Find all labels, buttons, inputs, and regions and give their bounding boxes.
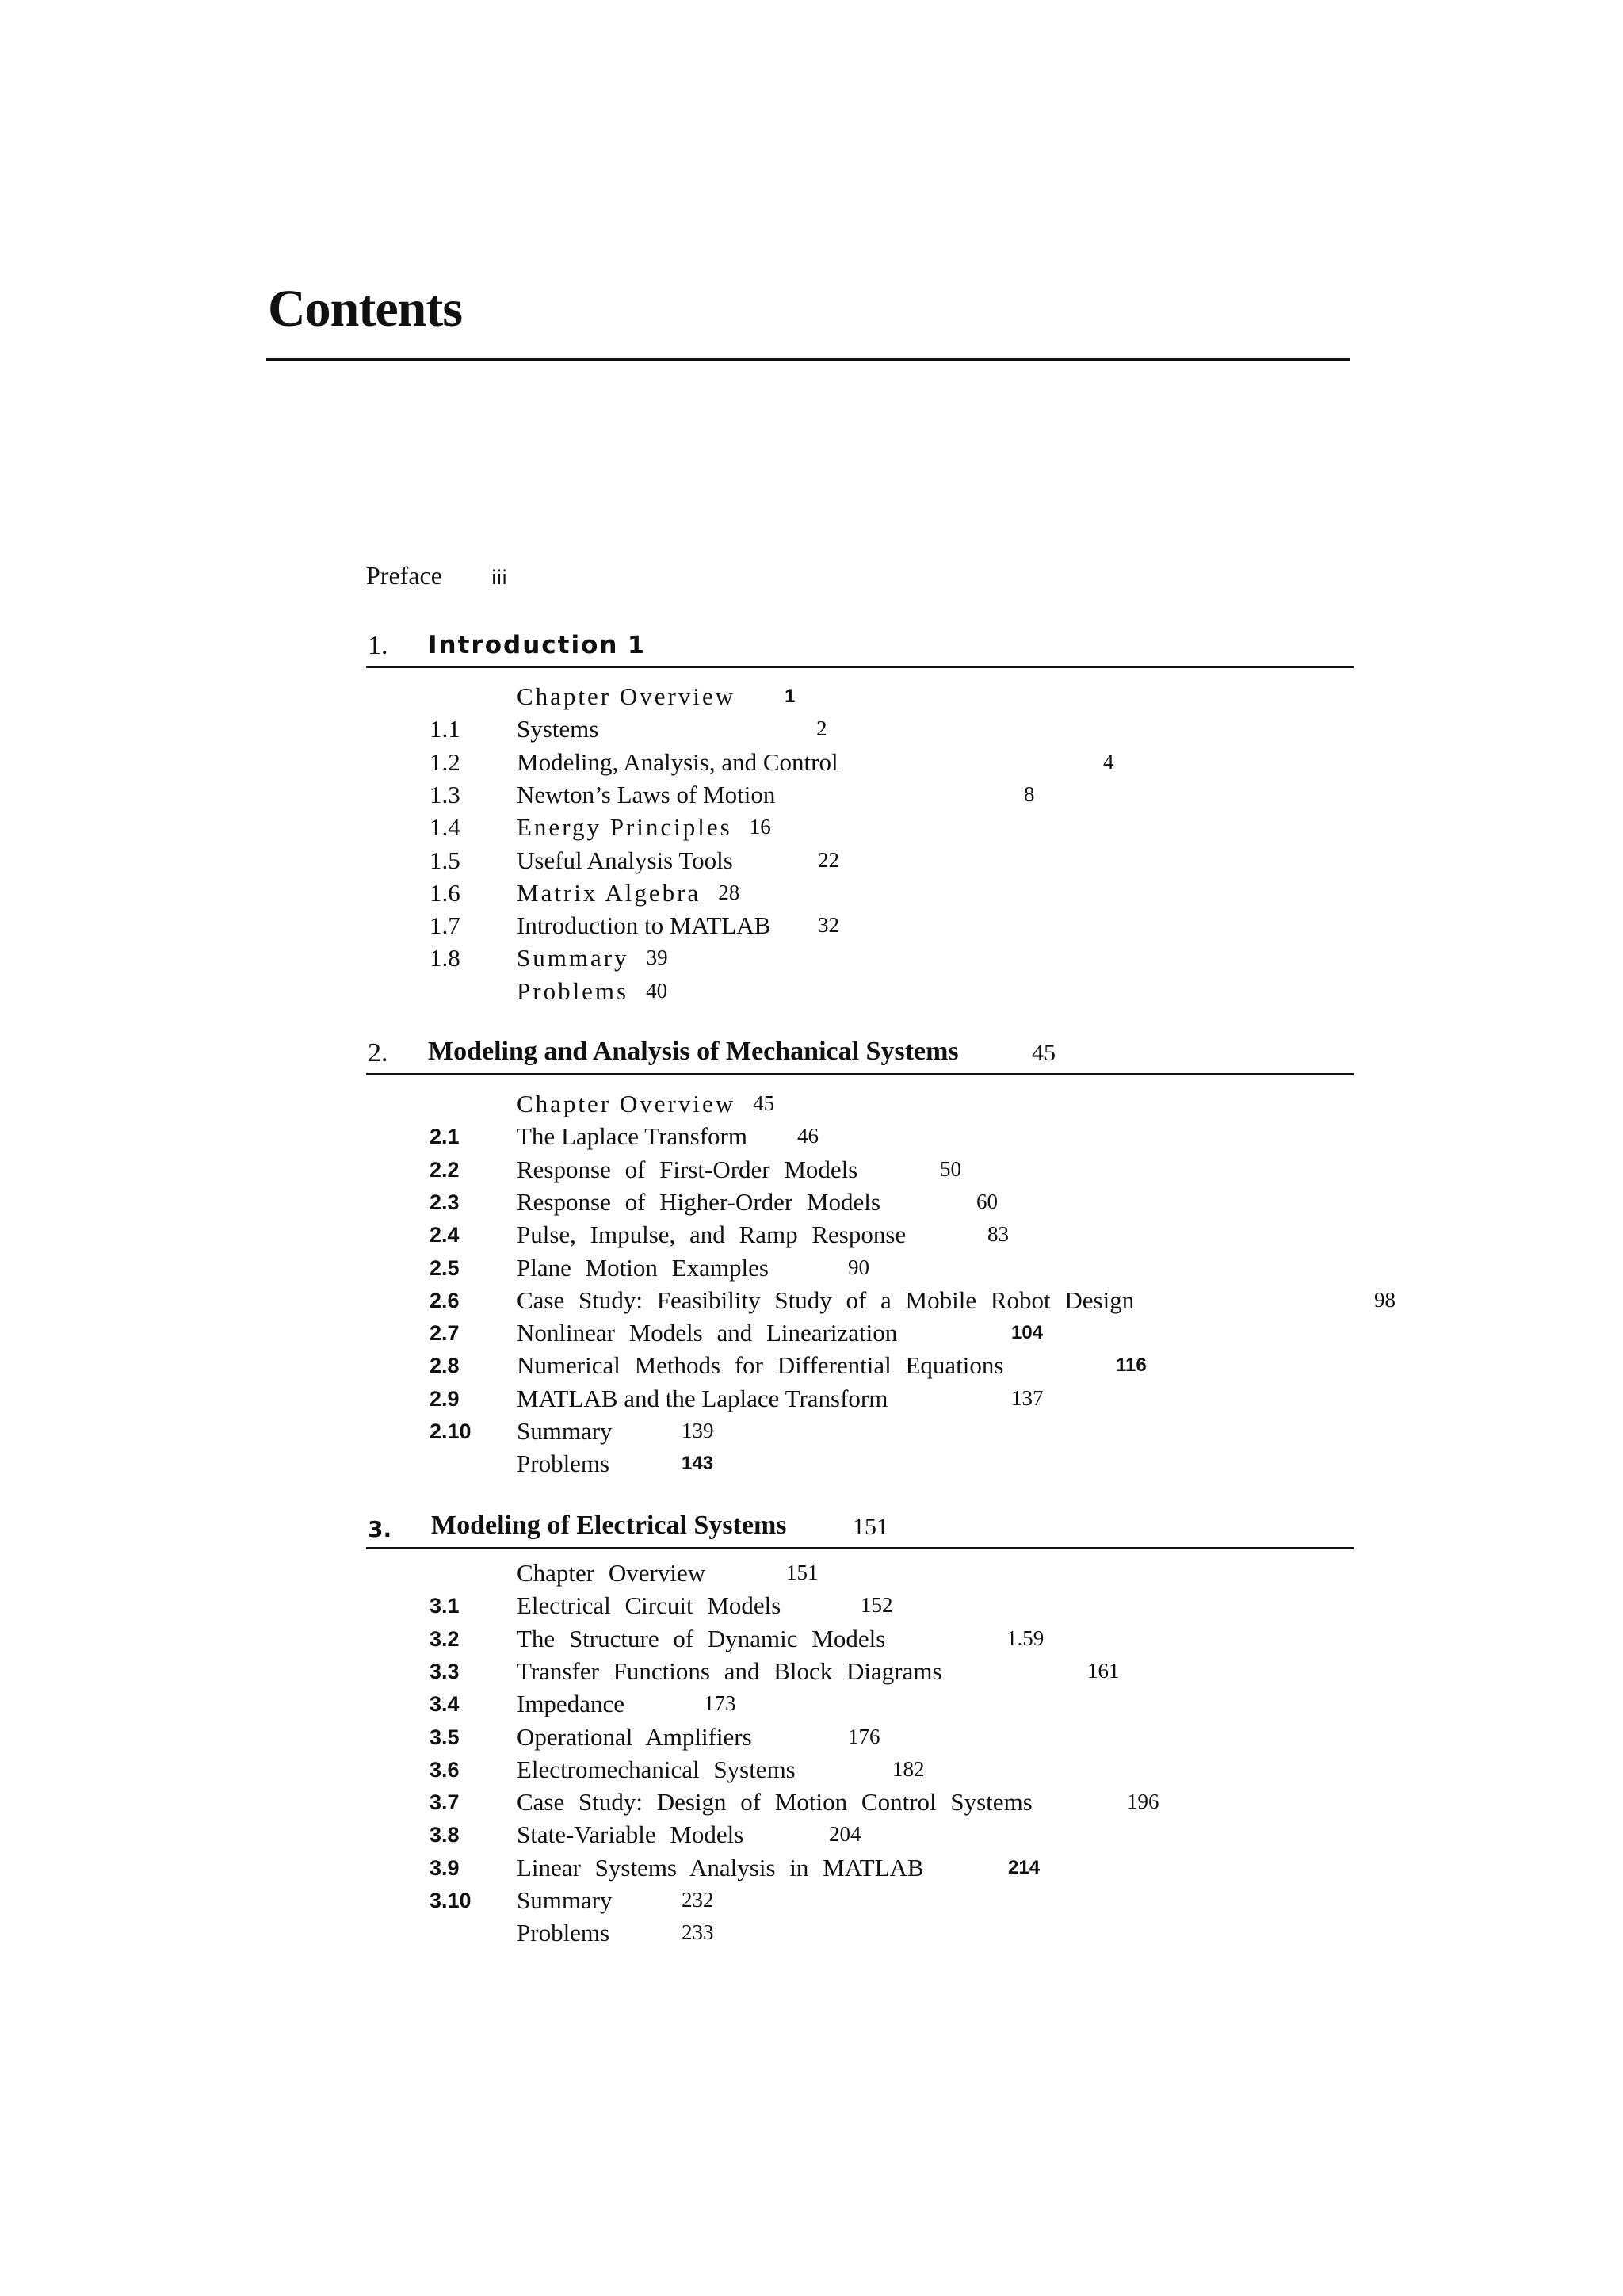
section-page: 45 <box>753 1091 775 1115</box>
chapter-title: Modeling and Analysis of Mechanical Systems <box>428 1037 959 1066</box>
section-number: 1.4 <box>430 813 460 842</box>
section-number: 2.9 <box>430 1386 460 1411</box>
chapter-2 <box>366 1022 1396 1478</box>
section-title: Response of Higher-Order Models <box>517 1187 880 1216</box>
section-number: 3.6 <box>430 1757 460 1782</box>
chapter-1 <box>366 615 1354 1005</box>
section-page: 152 <box>861 1593 893 1618</box>
section-number: 2.3 <box>430 1190 460 1214</box>
section-page: 116 <box>1116 1354 1147 1377</box>
chapter-page: 45 <box>1032 1040 1056 1066</box>
chapter-title: Introduction <box>428 631 619 659</box>
chapter-number: 1. <box>368 631 388 660</box>
section-number: 1.5 <box>430 846 460 874</box>
section-title: Useful Analysis Tools <box>517 846 733 874</box>
section-title: The Structure of Dynamic Models <box>517 1624 886 1652</box>
section-page: 196 <box>1127 1790 1159 1814</box>
preface-entry <box>366 561 507 590</box>
section-page: 176 <box>848 1724 880 1748</box>
section-number: 3.10 <box>430 1889 472 1912</box>
section-page: 214 <box>1008 1856 1041 1878</box>
section-title: Modeling, Analysis, and Control <box>517 747 838 776</box>
section-page: 1.59 <box>1006 1626 1044 1650</box>
section-page: 83 <box>987 1222 1009 1247</box>
section-page: 137 <box>1011 1385 1044 1410</box>
chapter-heading <box>366 615 1354 668</box>
section-page: 39 <box>646 946 668 970</box>
section-number: 1.1 <box>430 715 460 743</box>
section-number: 2.5 <box>430 1255 460 1280</box>
section-number: 2.1 <box>430 1125 460 1149</box>
section-number: 1.6 <box>430 878 460 907</box>
section-title: State-Variable Models <box>517 1820 744 1849</box>
section-page: 4 <box>1103 749 1114 774</box>
section-number: 2.7 <box>430 1321 460 1346</box>
section-page: 60 <box>976 1189 998 1213</box>
title-rule <box>266 358 1350 361</box>
section-page: 98 <box>1374 1287 1396 1312</box>
chapter-heading <box>366 1496 1354 1549</box>
preface-page: iii <box>491 567 507 589</box>
section-title: Nonlinear Models and Linearization <box>517 1319 898 1347</box>
section-title: Summary <box>517 1886 613 1914</box>
section-page: 16 <box>749 815 771 839</box>
section-title: Newton’s Laws of Motion <box>517 780 776 808</box>
section-title: Chapter Overview <box>517 1090 736 1117</box>
section-number: 3.5 <box>430 1725 460 1749</box>
chapter-page: 1 <box>628 632 644 659</box>
section-title: Plane Motion Examples <box>517 1253 769 1282</box>
section-title: Transfer Functions and Block Diagrams <box>517 1656 942 1685</box>
section-number: 3.7 <box>430 1790 460 1815</box>
section-title: Pulse, Impulse, and Ramp Response <box>517 1221 907 1249</box>
section-title: Matrix Algebra <box>517 878 701 907</box>
chapter-page: 151 <box>853 1514 888 1540</box>
section-page: 182 <box>892 1756 925 1781</box>
section-page: 22 <box>818 847 839 872</box>
section-page: 90 <box>848 1255 869 1279</box>
section-title: Electrical Circuit Models <box>517 1591 781 1620</box>
section-title: Chapter Overview <box>517 1559 706 1587</box>
section-number: 1.3 <box>430 780 460 808</box>
page-title: Contents <box>268 280 463 338</box>
section-title: Operational Amplifiers <box>517 1722 752 1751</box>
section-title: Summary <box>517 1417 613 1445</box>
section-title: MATLAB and the Laplace Transform <box>517 1384 888 1412</box>
section-title: Numerical Methods for Differential Equations <box>517 1351 1004 1380</box>
section-number: 3.4 <box>430 1692 460 1717</box>
section-page: 104 <box>1011 1322 1044 1344</box>
section-title: Summary <box>517 944 629 972</box>
section-title: Systems <box>517 715 599 743</box>
section-title: Energy Principles <box>517 813 732 842</box>
section-title: Case Study: Feasibility Study of a Mobile Robot Design <box>517 1286 1135 1314</box>
section-number: 3.9 <box>430 1855 460 1880</box>
section-page: 233 <box>682 1920 714 1945</box>
section-title: Problems <box>517 1450 610 1478</box>
section-page: 232 <box>682 1888 714 1912</box>
section-page: 32 <box>818 913 839 938</box>
section-title: Electromechanical Systems <box>517 1755 796 1783</box>
section-page: 1 <box>785 686 796 707</box>
section-title: Linear Systems Analysis in MATLAB <box>517 1853 924 1881</box>
chapter-title: Modeling of Electrical Systems <box>431 1511 787 1540</box>
section-number: 1.8 <box>430 944 460 972</box>
section-number: 2.2 <box>430 1157 460 1182</box>
section-title: Response of First-Order Models <box>517 1155 858 1183</box>
section-page: 46 <box>797 1124 819 1148</box>
chapter-3 <box>366 1496 1354 1947</box>
section-page: 28 <box>718 880 740 904</box>
section-page: 143 <box>682 1453 714 1475</box>
section-title: Introduction to MATLAB <box>517 911 771 940</box>
chapter-number: 2. <box>368 1038 388 1068</box>
section-number: 2.6 <box>430 1288 460 1312</box>
preface-label: Preface <box>366 561 442 590</box>
section-page: 8 <box>1024 781 1035 806</box>
section-number: 2.4 <box>430 1223 460 1247</box>
chapter-heading <box>366 1022 1354 1075</box>
section-title: Problems <box>517 976 629 1005</box>
section-page: 151 <box>786 1561 819 1584</box>
section-page: 50 <box>940 1156 961 1181</box>
section-title: Chapter Overview <box>517 682 736 710</box>
section-number: 3.2 <box>430 1626 460 1651</box>
section-title: Problems <box>517 1919 610 1947</box>
section-number: 1.2 <box>430 747 460 776</box>
section-page: 161 <box>1087 1658 1120 1683</box>
section-page: 204 <box>829 1822 861 1847</box>
section-title: The Laplace Transform <box>517 1122 747 1151</box>
section-title: Case Study: Design of Motion Control Systems <box>517 1788 1033 1817</box>
section-number: 1.7 <box>430 911 460 940</box>
section-number: 3.3 <box>430 1659 460 1683</box>
section-page: 139 <box>682 1419 714 1442</box>
section-number: 2.8 <box>430 1354 460 1378</box>
section-number: 3.8 <box>430 1823 460 1847</box>
section-page: 173 <box>704 1691 736 1716</box>
chapter-number: 3. <box>368 1516 392 1542</box>
section-number: 3.1 <box>430 1594 460 1618</box>
section-title: Impedance <box>517 1690 624 1718</box>
section-number: 2.10 <box>430 1419 472 1443</box>
section-page: 40 <box>646 978 668 1003</box>
section-page: 2 <box>816 716 827 741</box>
